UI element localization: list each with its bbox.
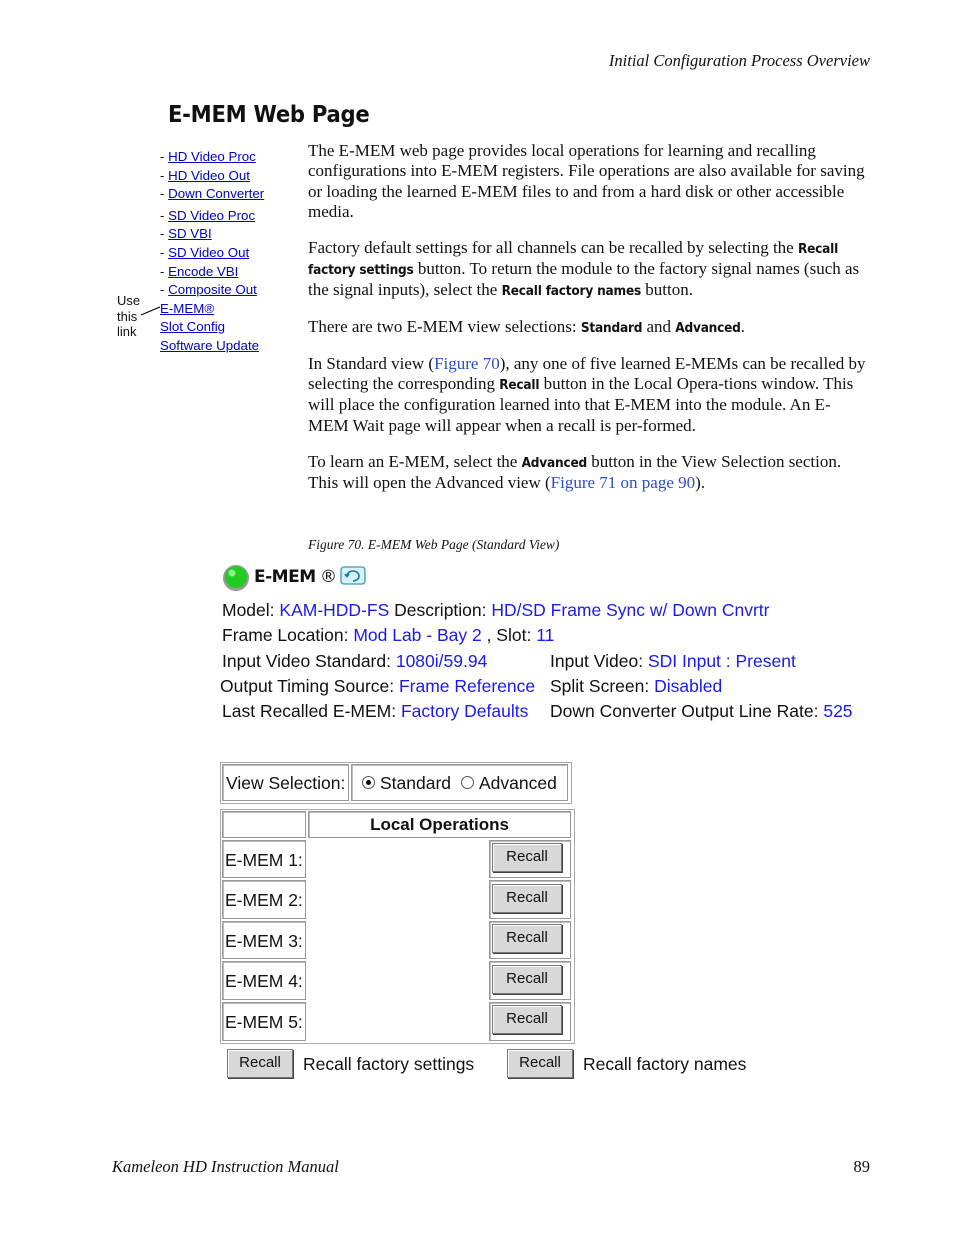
location-line: Frame Location: Mod Lab - Bay 2 , Slot: 11 [222, 625, 555, 645]
timing-source-value: Frame Reference [398, 676, 536, 696]
standard-option-label: Standard [380, 773, 452, 793]
nav-link-down-converter[interactable]: Down Converter [168, 186, 265, 202]
paragraph: Factory default settings for all channels can be recalled by selecting the Recall factory settings button. To return the module to the factory signal names (such as the signal inputs), select the Recall factory names button. [308, 237, 860, 300]
local-ops-corner-cell [222, 811, 306, 838]
nav-link-composite-out[interactable]: Composite Out [168, 282, 257, 298]
nav-link-slot-config[interactable]: Slot Config [160, 319, 226, 335]
emem-1-label-cell [222, 840, 306, 878]
local-ops-header-cell [308, 811, 571, 838]
nav-list [160, 148, 264, 356]
nav-item: - SD Video Proc [160, 207, 256, 223]
figure-71-link[interactable]: Figure 71 on page 90 [550, 472, 696, 492]
nav-item: - SD Video Out [160, 244, 250, 260]
body-text [308, 141, 868, 509]
emem-5-label-cell [222, 1002, 306, 1041]
nav-item [160, 337, 264, 356]
last-recalled-line: Last Recalled E-MEM: Factory Defaults [222, 701, 529, 721]
standard-radio[interactable] [362, 776, 375, 789]
refresh-icon[interactable] [340, 566, 366, 586]
emem-4-recall-button[interactable]: Recall [492, 965, 562, 994]
use-this-link-callout: Use this link [117, 293, 141, 339]
input-video-value: SDI Input : Present [647, 651, 796, 671]
view-selection-label-cell [222, 764, 349, 801]
recall-factory-settings-label: Recall factory settings [303, 1054, 475, 1074]
emem-4-label: E-MEM 4: [225, 971, 303, 991]
line-rate-line: Down Converter Output Line Rate: 525 [550, 701, 853, 721]
figure-70-link[interactable]: Figure 70 [434, 353, 500, 373]
nav-link-hd-video-proc[interactable]: HD Video Proc [168, 149, 256, 164]
figure-caption: Figure 70. E-MEM Web Page (Standard View) [308, 537, 560, 552]
nav-item: - HD Video Out [160, 167, 250, 183]
split-screen-line: Split Screen: Disabled [550, 676, 723, 696]
footer-manual-title: Kameleon HD Instruction Manual [112, 1157, 339, 1176]
slot-value: 11 [536, 625, 555, 645]
nav-item: - SD VBI [160, 226, 212, 242]
nav-link-e-mem[interactable]: E-MEM® [160, 300, 215, 316]
split-screen-value: Disabled [654, 676, 723, 696]
emem-2-label-cell [222, 880, 306, 919]
nav-item [160, 300, 264, 319]
last-recalled-value: Factory Defaults [400, 701, 529, 721]
input-standard-line: Input Video Standard: 1080i/59.94 [222, 651, 488, 671]
emem-2-label: E-MEM 2: [225, 890, 303, 910]
view-selection-options-cell [351, 764, 568, 801]
nav-link-software-update[interactable]: Software Update [160, 337, 260, 353]
emem-3-label-cell [222, 921, 306, 959]
nav-link-sd-vbi[interactable]: SD VBI [168, 226, 212, 242]
registered-mark: ® [320, 567, 337, 587]
nav-item: - HD Video Proc [160, 149, 256, 164]
model-line: Model: KAM-HDD-FS Description: HD/SD Frame Sync w/ Down Cnvrtr [222, 600, 770, 620]
recall-factory-names-label: Recall factory names [583, 1054, 747, 1074]
nav-item [160, 318, 264, 337]
view-selection-label: View Selection: [226, 773, 346, 793]
emem-3-label: E-MEM 3: [225, 931, 303, 951]
emem-3-recall-button[interactable]: Recall [492, 924, 562, 953]
nav-item: - Down Converter [160, 186, 265, 202]
nav-link-encode-vbi[interactable]: Encode VBI [168, 263, 239, 279]
recall-factory-settings-button[interactable]: Recall [227, 1049, 293, 1078]
paragraph: To learn an E-MEM, select the Advanced button in the View Selection section. This will open the Advanced view (Figure 71 on page 90). [308, 451, 842, 492]
callout-arrow [140, 305, 162, 317]
paragraph: The E-MEM web page provides local operations for learning and recalling configurations into E-MEM registers. File operations are also available for saving or loading the learned E-MEM files to and from a hard disk or other accessible media. [308, 141, 865, 221]
emem-title: E-MEM [254, 567, 316, 587]
timing-source-line: Output Timing Source: Frame Reference [220, 676, 536, 696]
input-standard-value: 1080i/59.94 [395, 651, 488, 671]
advanced-radio[interactable] [461, 776, 474, 789]
line-rate-value: 525 [823, 701, 853, 721]
emem-1-label: E-MEM 1: [225, 850, 303, 870]
status-led-icon [222, 563, 252, 593]
advanced-option-label: Advanced [479, 773, 557, 793]
page-number: 89 [853, 1157, 870, 1176]
nav-item: - Composite Out [160, 282, 257, 298]
running-header: Initial Configuration Process Overview [608, 51, 870, 70]
frame-location-value: Mod Lab - Bay 2 [353, 625, 482, 645]
model-value: KAM-HDD-FS [279, 600, 390, 620]
nav-link-sd-video-proc[interactable]: SD Video Proc [168, 207, 256, 223]
emem-4-label-cell [222, 961, 306, 1000]
emem-2-recall-button[interactable]: Recall [492, 884, 562, 913]
emem-5-recall-button[interactable]: Recall [492, 1005, 562, 1034]
nav-link-hd-video-out[interactable]: HD Video Out [168, 167, 250, 183]
description-value: HD/SD Frame Sync w/ Down Cnvrtr [491, 600, 770, 620]
emem-1-recall-button[interactable]: Recall [492, 843, 562, 872]
nav-link-sd-video-out[interactable]: SD Video Out [168, 244, 250, 260]
input-video-line: Input Video: SDI Input : Present [550, 651, 796, 671]
paragraph: In Standard view (Figure 70), any one of five learned E-MEMs can be recalled by selecting the corresponding Recall button in the Local Opera-tions window. This will place the configuration learned into that E-MEM into the module. An E-MEM Wait page will appear when a recall is per-formed. [308, 353, 866, 435]
local-operations-title: Local Operations [370, 815, 509, 834]
paragraph: There are two E-MEM view selections: Standard and Advanced. [308, 317, 745, 337]
section-title: E-MEM Web Page [168, 102, 370, 128]
emem-5-label: E-MEM 5: [225, 1012, 303, 1032]
emem-title-bar [222, 563, 382, 593]
recall-factory-names-button[interactable]: Recall [507, 1049, 573, 1078]
nav-item: - Encode VBI [160, 263, 239, 279]
